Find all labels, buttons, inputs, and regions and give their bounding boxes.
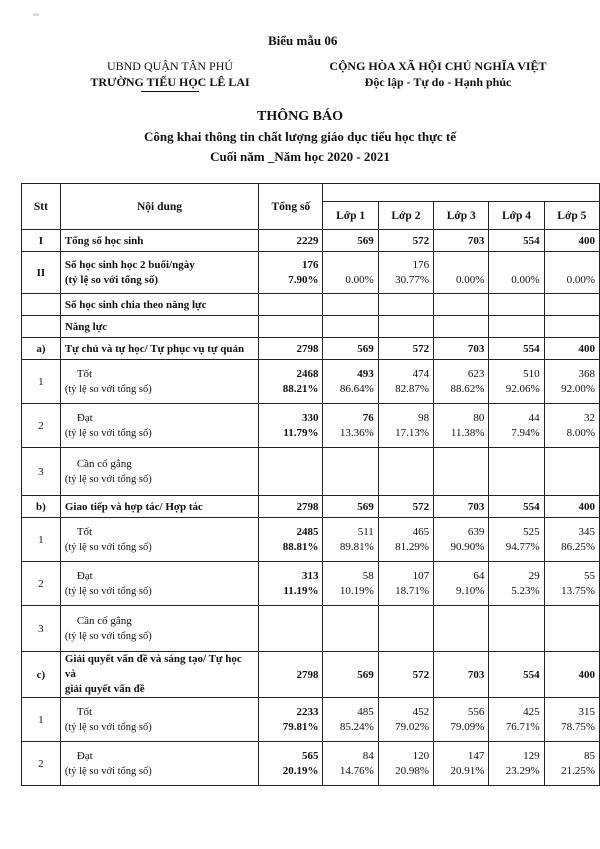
table-row: [22, 230, 600, 252]
pct: 9.10%: [455, 584, 485, 597]
value: 465: [412, 525, 430, 538]
cell-content: Giao tiếp và hợp tác/ Hợp tác: [60, 496, 258, 518]
table-row: [22, 294, 600, 316]
value: [327, 258, 373, 273]
label-ratio: (tỷ lệ so với tổng số): [64, 541, 152, 553]
content-line: Số học sinh học 2 buổi/ngày: [64, 258, 195, 271]
cell-value: [323, 518, 378, 562]
cell-value: 554: [489, 496, 544, 518]
cell-total: [259, 252, 323, 294]
cell-value: [323, 562, 378, 606]
cell-value: [378, 252, 433, 294]
cell-value: [378, 316, 433, 338]
cell-value: [544, 448, 599, 496]
value: 623: [467, 367, 485, 380]
pct: 30.77%: [395, 273, 430, 286]
cell-value: [323, 294, 378, 316]
cell-content: [60, 518, 258, 562]
cell-content: [60, 562, 258, 606]
cell-value: 703: [434, 652, 489, 698]
cell-value: 572: [378, 338, 433, 360]
value: 425: [523, 705, 540, 718]
cell-value: [378, 518, 433, 562]
label-ratio: (tỷ lệ so với tổng số): [64, 765, 152, 777]
cell-value: 572: [378, 496, 433, 518]
pct: 8.00%: [566, 426, 595, 439]
value: [493, 258, 539, 273]
label-pass: Đạt: [76, 411, 93, 424]
cell-total: [259, 742, 323, 786]
cell-value: [378, 742, 433, 786]
value: 85: [584, 749, 595, 762]
value: 315: [578, 705, 595, 718]
value: 107: [412, 569, 430, 582]
cell-value: [489, 698, 544, 742]
head-class-4: Lớp 4: [489, 202, 544, 230]
table-row: [22, 448, 600, 496]
value: 510: [523, 367, 540, 380]
cell-total: 2798: [259, 338, 323, 360]
content-line: (tỷ lệ so với tổng số): [64, 273, 158, 286]
report-table: [21, 183, 600, 786]
total-value: 313: [301, 569, 319, 582]
table-row: [22, 316, 600, 338]
total-value: 565: [301, 749, 319, 762]
value: 556: [467, 705, 485, 718]
cell-value: [489, 518, 544, 562]
label-effort: Cần cố gắng: [76, 457, 132, 470]
pct: 20.91%: [450, 764, 485, 777]
cell-content: [60, 360, 258, 404]
pct: 81.29%: [395, 540, 430, 553]
label-good: Tốt: [76, 367, 93, 380]
cell-value: [489, 448, 544, 496]
cell-value: 703: [434, 230, 489, 252]
cell-stt: c): [22, 652, 61, 698]
cell-stt: 2: [22, 742, 61, 786]
cell-value: 572: [378, 230, 433, 252]
cell-content: [60, 252, 258, 294]
table-row: [22, 518, 600, 562]
table-row: [22, 562, 600, 606]
pct: 86.64%: [339, 382, 374, 395]
cell-value: [434, 742, 489, 786]
head-content: Nội dung: [60, 184, 258, 230]
label-pass: Đạt: [76, 749, 93, 762]
cell-value: [544, 360, 599, 404]
pct: 76.71%: [505, 720, 540, 733]
cell-content: Số học sinh chia theo năng lực: [60, 294, 258, 316]
value: [438, 258, 484, 273]
head-class-1: Lớp 1: [323, 202, 378, 230]
cell-value: [544, 294, 599, 316]
cell-stt: 1: [22, 360, 61, 404]
table-row: [22, 742, 600, 786]
cell-value: [323, 606, 378, 652]
label-ratio: (tỷ lệ so với tổng số): [64, 721, 152, 733]
cell-stt: a): [22, 338, 61, 360]
cell-value: 703: [434, 338, 489, 360]
label-ratio: (tỷ lệ so với tổng số): [64, 630, 152, 642]
value: 32: [584, 411, 595, 424]
cell-value: [544, 562, 599, 606]
label-ratio: (tỷ lệ so với tổng số): [64, 383, 152, 395]
label-ratio: (tỷ lệ so với tổng số): [64, 427, 152, 439]
country-name: CỘNG HÒA XÃ HỘI CHỦ NGHĨA VIỆT: [329, 59, 547, 73]
table-row: [22, 338, 600, 360]
cell-content: [60, 404, 258, 448]
pct: 10.19%: [339, 584, 374, 597]
cell-value: [434, 404, 489, 448]
value: 639: [467, 525, 485, 538]
cell-total: [259, 518, 323, 562]
pct: 0.00%: [455, 273, 485, 286]
cell-total: [259, 404, 323, 448]
value: 452: [412, 705, 430, 718]
cell-value: [434, 448, 489, 496]
pct: 0.00%: [566, 273, 595, 286]
cell-content: Năng lực: [60, 316, 258, 338]
cell-value: [323, 742, 378, 786]
cell-content: [60, 698, 258, 742]
cell-value: [323, 252, 378, 294]
table-row: [22, 496, 600, 518]
head-class-5: Lớp 5: [544, 202, 599, 230]
pct: 94.77%: [505, 540, 540, 553]
table-row: [22, 252, 600, 294]
pct: 90.90%: [450, 540, 485, 553]
cell-content: [60, 606, 258, 652]
value: 147: [467, 749, 485, 762]
cell-value: [323, 404, 378, 448]
cell-value: [489, 404, 544, 448]
cell-value: [323, 698, 378, 742]
cell-total: [259, 360, 323, 404]
cell-value: [489, 742, 544, 786]
cell-value: [323, 360, 378, 404]
label-ratio: (tỷ lệ so với tổng số): [64, 473, 152, 485]
label-good: Tốt: [76, 525, 93, 538]
pct: 21.25%: [561, 764, 595, 777]
pct: 92.00%: [561, 382, 595, 395]
value: 474: [412, 367, 430, 380]
cell-stt: 2: [22, 404, 61, 448]
pct: 89.81%: [339, 540, 374, 553]
value: 120: [412, 749, 430, 762]
cell-value: [544, 316, 599, 338]
cell-stt: 1: [22, 518, 61, 562]
school-name: TRƯỜNG TIỂU HỌC LÊ LAI: [90, 75, 250, 89]
doc-period: Cuối năm _Năm học 2020 - 2021: [210, 149, 390, 164]
cell-content: Tự chủ và tự học/ Tự phục vụ tự quản: [60, 338, 258, 360]
cell-total: 2798: [259, 652, 323, 698]
cell-value: 554: [489, 230, 544, 252]
value: [549, 258, 595, 273]
cell-value: [323, 448, 378, 496]
total-pct: 88.21%: [282, 382, 319, 395]
value: 176: [412, 258, 430, 271]
cell-stt: I: [22, 230, 61, 252]
total-value: 2468: [296, 367, 319, 380]
cell-stt: [22, 294, 61, 316]
table-row: [22, 652, 600, 698]
cell-value: [378, 698, 433, 742]
cell-value: [434, 294, 489, 316]
pct: 23.29%: [505, 764, 540, 777]
head-total: Tổng số: [259, 184, 323, 230]
value: 84: [362, 749, 374, 762]
cell-value: [544, 518, 599, 562]
table-row: [22, 606, 600, 652]
cell-value: 554: [489, 652, 544, 698]
cell-value: [544, 252, 599, 294]
total-pct: 7.90%: [288, 273, 319, 286]
cell-content: [60, 448, 258, 496]
pct: 0.00%: [511, 273, 540, 286]
cell-value: 400: [544, 230, 599, 252]
scan-speck: [33, 13, 39, 16]
total-pct: 20.19%: [282, 764, 319, 777]
pct: 13.75%: [561, 584, 595, 597]
cell-stt: 1: [22, 698, 61, 742]
pct: 82.87%: [395, 382, 430, 395]
pct: 79.09%: [450, 720, 485, 733]
cell-value: 400: [544, 496, 599, 518]
cell-value: [378, 360, 433, 404]
label-ratio: (tỷ lệ so với tổng số): [64, 585, 152, 597]
cell-stt: 3: [22, 606, 61, 652]
value: 525: [523, 525, 540, 538]
total-pct: 79.81%: [282, 720, 319, 733]
cell-total: [259, 562, 323, 606]
head-class-3: Lớp 3: [434, 202, 489, 230]
cell-value: 703: [434, 496, 489, 518]
cell-value: [378, 294, 433, 316]
label-good: Tốt: [76, 705, 93, 718]
total-pct: 88.81%: [282, 540, 319, 553]
value: 493: [357, 367, 374, 380]
value: 511: [357, 525, 374, 538]
cell-value: [544, 404, 599, 448]
cell-value: 400: [544, 652, 599, 698]
cell-value: 400: [544, 338, 599, 360]
table-head-row-1: [22, 184, 600, 202]
cell-value: 554: [489, 338, 544, 360]
cell-value: [323, 316, 378, 338]
pct: 92.06%: [505, 382, 540, 395]
cell-total: 2798: [259, 496, 323, 518]
cell-value: [489, 562, 544, 606]
pct: 85.24%: [339, 720, 374, 733]
value: 44: [528, 411, 540, 424]
pct: 11.38%: [450, 426, 485, 439]
cell-value: [378, 606, 433, 652]
value: 80: [473, 411, 485, 424]
value: 345: [578, 525, 595, 538]
pct: 86.25%: [561, 540, 595, 553]
cell-value: 569: [323, 652, 378, 698]
content-line: Giải quyết vấn đề và sáng tạo/ Tự học và: [64, 653, 242, 680]
pct: 14.76%: [339, 764, 374, 777]
cell-content: [60, 742, 258, 786]
cell-value: [378, 404, 433, 448]
table-row: [22, 360, 600, 404]
value: 485: [357, 705, 374, 718]
doc-title: THÔNG BÁO: [257, 109, 343, 124]
head-classes-group: [323, 184, 600, 202]
value: 29: [528, 569, 540, 582]
cell-value: [434, 316, 489, 338]
cell-stt: II: [22, 252, 61, 294]
value: 98: [418, 411, 430, 424]
pct: 13.36%: [339, 426, 374, 439]
cell-value: [544, 742, 599, 786]
total-value: 330: [301, 411, 319, 424]
cell-content: [60, 652, 258, 698]
value: 58: [362, 569, 374, 582]
cell-value: [544, 606, 599, 652]
value: 129: [523, 749, 540, 762]
pct: 20.98%: [395, 764, 430, 777]
cell-value: 569: [323, 230, 378, 252]
cell-stt: [22, 316, 61, 338]
cell-value: [489, 316, 544, 338]
cell-value: 572: [378, 652, 433, 698]
form-number: Biểu mẫu 06: [268, 33, 338, 48]
pct: 88.62%: [450, 382, 485, 395]
cell-total: [259, 316, 323, 338]
cell-stt: 3: [22, 448, 61, 496]
header-left: [70, 58, 270, 92]
pct: 78.75%: [561, 720, 595, 733]
cell-value: 569: [323, 338, 378, 360]
cell-value: [434, 518, 489, 562]
total-pct: 11.19%: [283, 584, 319, 597]
table-row: [22, 404, 600, 448]
pct: 5.23%: [511, 584, 540, 597]
pct: 7.94%: [511, 426, 540, 439]
cell-value: [489, 606, 544, 652]
title-block: [0, 107, 600, 167]
school-underline: [141, 91, 199, 92]
value: 55: [584, 569, 595, 582]
cell-stt: b): [22, 496, 61, 518]
cell-value: [434, 360, 489, 404]
cell-content: Tổng số học sinh: [60, 230, 258, 252]
cell-value: [378, 448, 433, 496]
total-value: 2233: [296, 705, 319, 718]
cell-value: [489, 252, 544, 294]
national-motto: Độc lập - Tự do - Hạnh phúc: [364, 75, 512, 89]
cell-value: 569: [323, 496, 378, 518]
head-stt: Stt: [22, 184, 61, 230]
cell-stt: 2: [22, 562, 61, 606]
cell-value: [434, 606, 489, 652]
table-row: [22, 698, 600, 742]
cell-value: [489, 294, 544, 316]
header-right: [288, 58, 588, 90]
pct: 79.02%: [395, 720, 430, 733]
total-value: 2485: [296, 525, 319, 538]
value: 76: [362, 411, 374, 424]
cell-total: 2229: [259, 230, 323, 252]
total-value: 176: [301, 258, 319, 271]
cell-value: [434, 562, 489, 606]
label-effort: Cần cố gắng: [76, 614, 132, 627]
pct: 18.71%: [395, 584, 430, 597]
cell-value: [544, 698, 599, 742]
label-pass: Đạt: [76, 569, 93, 582]
head-class-2: Lớp 2: [378, 202, 433, 230]
cell-value: [434, 698, 489, 742]
cell-value: [378, 562, 433, 606]
pct: 0.00%: [345, 273, 374, 286]
cell-total: [259, 448, 323, 496]
value: 64: [473, 569, 485, 582]
cell-total: [259, 294, 323, 316]
cell-total: [259, 606, 323, 652]
cell-value: [489, 360, 544, 404]
doc-subtitle: Công khai thông tin chất lượng giáo dục tiểu học thực tế: [143, 129, 457, 144]
org-name: UBND QUẬN TÂN PHÚ: [106, 59, 234, 73]
value: 368: [578, 367, 595, 380]
cell-value: [434, 252, 489, 294]
pct: 17.13%: [395, 426, 430, 439]
total-pct: 11.79%: [283, 426, 319, 439]
content-line: giải quyết vấn đề: [64, 683, 145, 695]
cell-total: [259, 698, 323, 742]
